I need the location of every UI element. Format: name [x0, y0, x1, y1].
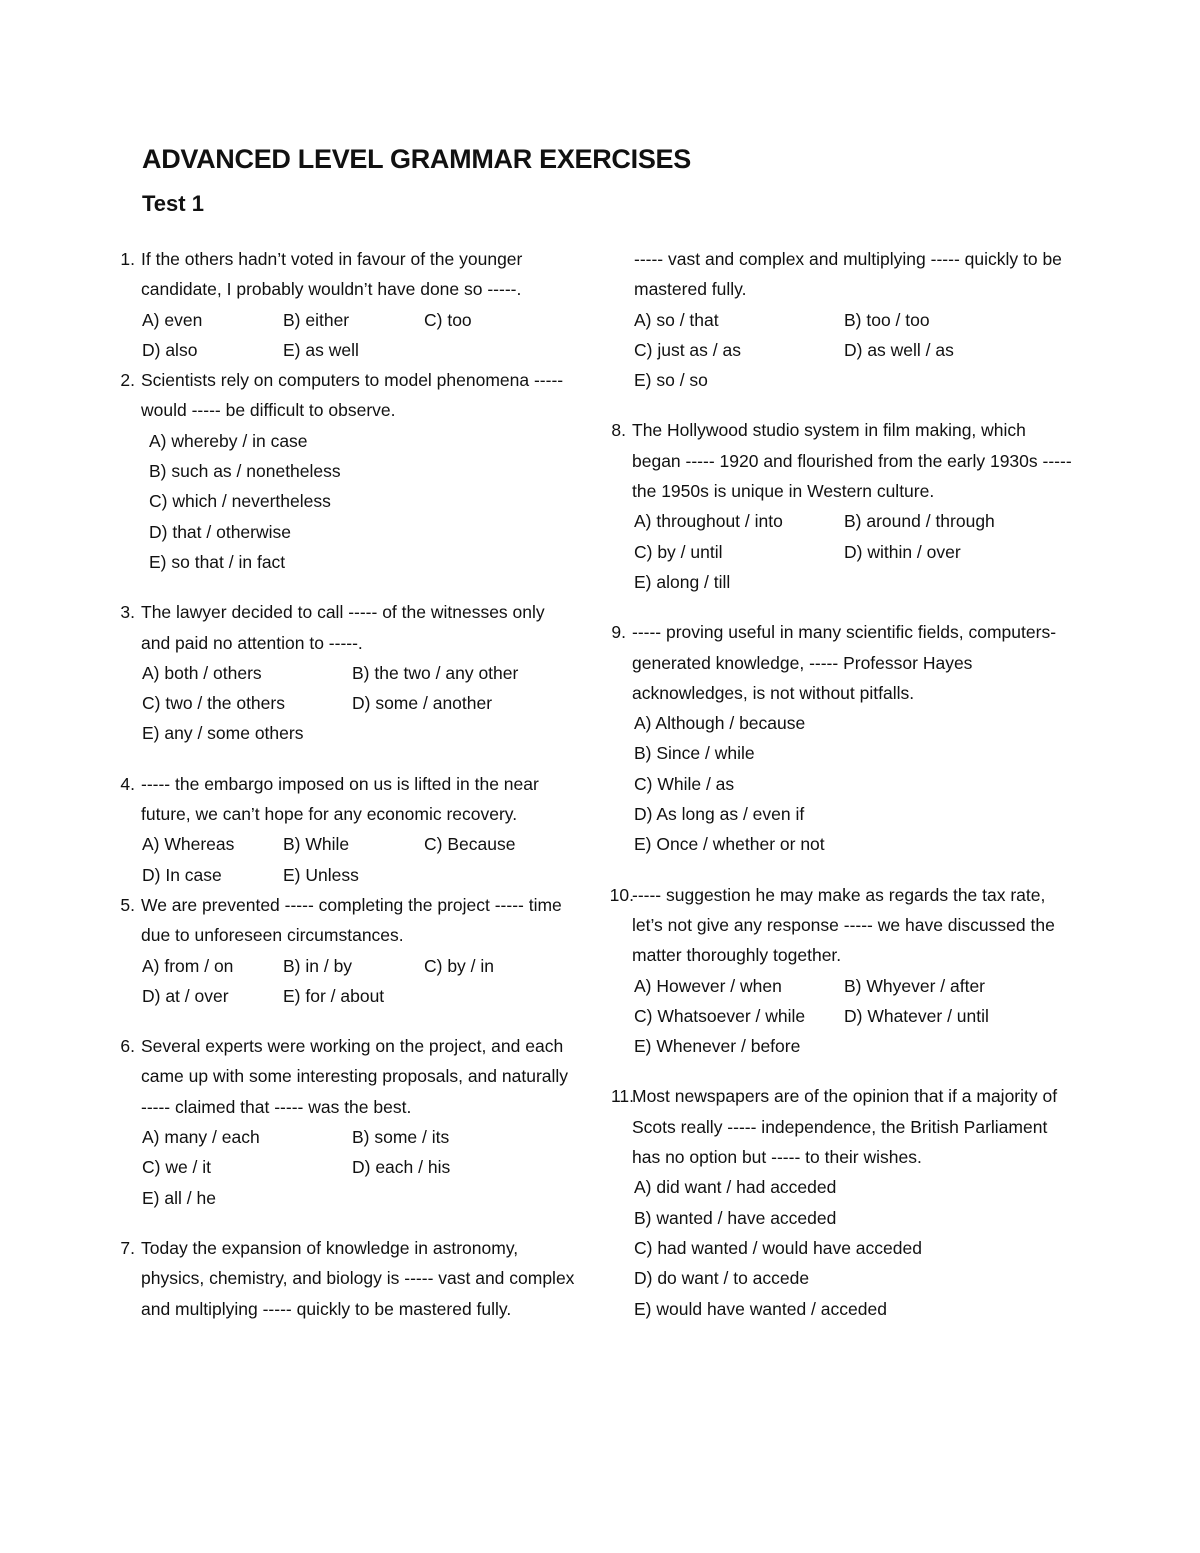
option-d: D) within / over	[844, 541, 961, 562]
option-a: A) so / that	[634, 309, 719, 330]
question-number: 6.	[120, 1036, 135, 1057]
question-5	[115, 890, 575, 1011]
question-stem: We are prevented ----- completing the project ----- time due to unforeseen circumstances.	[141, 894, 562, 946]
option-d: D) each / his	[352, 1157, 451, 1178]
question-stem: Today the expansion of knowledge in astronomy, physics, chemistry, and biology is ----- vast and complex and multiplying ----- quickly to be mastered fully.	[141, 1237, 575, 1319]
option-c: C) we / it	[142, 1157, 212, 1178]
question-number: 1.	[120, 249, 135, 269]
option-a: A) Whereas	[142, 834, 235, 855]
option-d: D) As long as / even if	[634, 804, 805, 825]
question-7-continued	[606, 244, 1076, 395]
question-2	[115, 365, 575, 577]
option-c: C) While / as	[634, 773, 735, 794]
right-column	[606, 244, 1076, 1344]
option-e: E) any / some others	[142, 723, 304, 744]
options	[115, 951, 575, 1012]
option-d: D) do want / to accede	[634, 1268, 810, 1289]
option-c: C) by / until	[634, 541, 723, 562]
option-b: B) wanted / have acceded	[634, 1207, 837, 1228]
option-c: C) too	[424, 309, 472, 330]
question-10	[606, 880, 1076, 1062]
option-b: B) Whyever / after	[844, 975, 986, 996]
question-number: 8.	[611, 420, 626, 441]
left-column	[115, 244, 575, 1319]
option-c: C) by / in	[424, 955, 495, 976]
option-a: A) many / each	[142, 1127, 260, 1148]
question-number: 7.	[120, 1237, 135, 1258]
question-stem: Several experts were working on the project, and each came up with some interesting proposals, and naturally ----- claimed that ----- was the best.	[141, 1036, 569, 1117]
question-stem-continued	[606, 244, 1076, 305]
question-stem: Most newspapers are of the opinion that if a majority of Scots really ----- independence, the British Parliament has no option but ----- to their wishes.	[632, 1086, 1058, 1168]
option-e: E) would have wanted / acceded	[634, 1298, 887, 1319]
question-stem: ----- proving useful in many scientific fields, computers-generated knowledge, ----- Professor Hayes acknowledges, is not without pitfalls.	[632, 622, 1057, 703]
option-d: D) In case	[142, 864, 222, 885]
option-b: B) either	[283, 309, 350, 330]
test-heading: Test 1	[142, 191, 204, 216]
question-stem: If the others hadn’t voted in favour of the younger candidate, I probably wouldn’t have done so -----.	[141, 249, 523, 300]
question-number: 3.	[120, 602, 135, 623]
option-c: C) Because	[424, 834, 516, 855]
question-3	[115, 597, 575, 748]
option-e: E) as well	[283, 339, 359, 360]
option-d: D) at / over	[142, 985, 229, 1006]
option-b: B) some / its	[352, 1127, 450, 1148]
question-6	[115, 1031, 575, 1213]
option-d: D) as well / as	[844, 339, 954, 360]
option-b: B) such as / nonetheless	[149, 461, 341, 482]
option-e: E) Unless	[283, 864, 359, 885]
question-8	[606, 415, 1076, 597]
option-e: E) so / so	[634, 370, 708, 391]
question-number: 4.	[120, 773, 135, 794]
options	[115, 829, 575, 890]
options	[115, 658, 575, 749]
option-b: B) in / by	[283, 955, 353, 976]
option-e: E) for / about	[283, 985, 385, 1006]
option-a: A) throughout / into	[634, 511, 783, 532]
question-stem: The Hollywood studio system in film making, which began ----- 1920 and flourished from the early 1930s ----- the 1950s is unique in Western culture.	[632, 420, 1072, 502]
option-e: E) Once / whether or not	[634, 834, 825, 855]
option-d: D) also	[142, 339, 198, 360]
option-a: A) Although / because	[634, 713, 806, 734]
option-b: B) too / too	[844, 309, 930, 330]
option-d: D) that / otherwise	[149, 521, 291, 542]
option-d: D) Whatever / until	[844, 1005, 989, 1026]
option-c: C) just as / as	[634, 339, 741, 360]
question-number: 2.	[120, 370, 135, 391]
question-stem: Scientists rely on computers to model phenomena ----- would ----- be difficult to observe.	[141, 370, 564, 421]
page-title: ADVANCED LEVEL GRAMMAR EXERCISES	[142, 144, 691, 174]
option-e: E) Whenever / before	[634, 1036, 801, 1057]
question-4	[115, 769, 575, 890]
options	[606, 1172, 1076, 1323]
question-number: 9.	[611, 622, 626, 643]
option-b: B) Since / while	[634, 743, 755, 764]
option-b: B) around / through	[844, 511, 995, 532]
option-b: B) While	[283, 834, 350, 855]
option-e: E) so that / in fact	[149, 551, 286, 572]
question-stem: ----- suggestion he may make as regards the tax rate, let’s not give any response ----- we have discussed the matter thoroughly together.	[632, 884, 1055, 966]
option-c: C) Whatsoever / while	[634, 1005, 806, 1026]
option-a: A) whereby / in case	[149, 430, 308, 451]
question-11	[606, 1081, 1076, 1323]
options	[606, 305, 1076, 396]
option-c: C) two / the others	[142, 693, 285, 714]
option-e: E) along / till	[634, 571, 731, 592]
option-d: D) some / another	[352, 693, 493, 714]
question-7	[115, 1233, 575, 1319]
option-a: A) from / on	[142, 955, 234, 976]
question-stem-continued-text: ----- vast and complex and multiplying ----- quickly to be mastered fully.	[634, 249, 1062, 300]
option-b: B) the two / any other	[352, 662, 519, 683]
question-1	[115, 244, 575, 365]
option-a: A) However / when	[634, 975, 782, 996]
option-c: C) had wanted / would have acceded	[634, 1237, 922, 1258]
question-stem: The lawyer decided to call ----- of the witnesses only and paid no attention to -----.	[141, 602, 545, 653]
options	[606, 971, 1076, 1062]
options	[606, 506, 1076, 597]
option-a: A) did want / had acceded	[634, 1177, 837, 1198]
option-c: C) which / nevertheless	[149, 491, 331, 512]
option-a: A) even	[142, 309, 203, 330]
option-e: E) all / he	[142, 1187, 216, 1208]
options	[115, 426, 575, 577]
question-number: 10.	[609, 884, 634, 905]
question-9	[606, 617, 1076, 859]
options	[115, 1122, 575, 1213]
options	[606, 708, 1076, 859]
question-number: 5.	[120, 894, 135, 915]
question-number: 11.	[610, 1086, 634, 1107]
option-a: A) both / others	[142, 662, 262, 683]
options	[115, 305, 575, 366]
question-stem: ----- the embargo imposed on us is lifted in the near future, we can’t hope for any economic recovery.	[141, 773, 539, 825]
